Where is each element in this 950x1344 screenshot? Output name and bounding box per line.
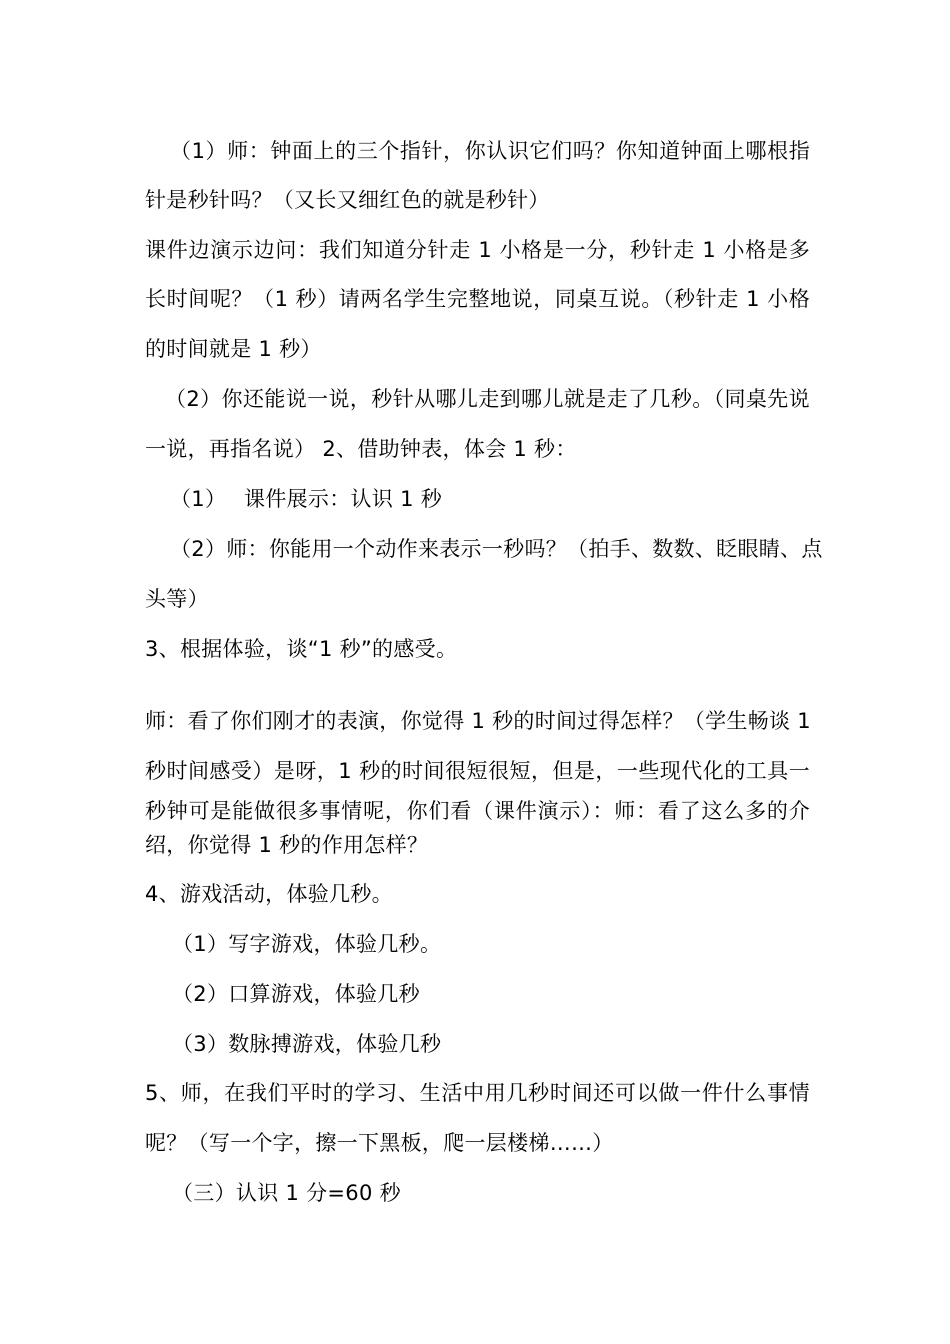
text-line-13: 秒时间感受）是呀，1 秒的时间很短很短，但是，一些现代化的工具一: [145, 759, 810, 783]
text-line-3: 课件边演示边问：我们知道分针走 1 小格是一分，秒针走 1 小格是多: [145, 238, 810, 262]
text-line-22: （三）认识 1 分=60 秒: [172, 1181, 401, 1205]
text-line-8: （1） 课件展示：认识 1 秒: [170, 487, 443, 511]
text-line-2: 针是秒针吗？（又长又细红色的就是秒针）: [145, 188, 550, 212]
text-line-16: 4、游戏活动，体验几秒。: [145, 882, 393, 906]
text-line-11: 3、根据体验，谈“1 秒”的感受。: [145, 637, 458, 661]
text-line-17: （1）写字游戏，体验几秒。: [172, 932, 442, 956]
text-line-18: （2）口算游戏，体验几秒: [172, 982, 420, 1006]
text-line-19: （3）数脉搏游戏，体验几秒: [172, 1032, 442, 1056]
text-line-20: 5、师，在我们平时的学习、生活中用几秒时间还可以做一件什么事情: [145, 1081, 810, 1105]
text-line-15: 绍，你觉得 1 秒的作用怎样？: [145, 833, 429, 857]
text-line-1: （1）师：钟面上的三个指针，你认识它们吗？你知道钟面上哪根指: [170, 139, 810, 163]
text-line-9: （2）师：你能用一个动作来表示一秒吗？（拍手、数数、眨眼睛、点: [170, 537, 823, 561]
text-line-6: （2）你还能说一说，秒针从哪儿走到哪儿就是走了几秒。（同桌先说: [165, 387, 810, 411]
text-line-7: 一说，再指名说） 2、借助钟表，体会 1 秒：: [145, 437, 577, 461]
text-line-14: 秒钟可是能做很多事情呢，你们看（课件演示）：师：看了这么多的介: [145, 799, 810, 823]
text-line-5: 的时间就是 1 秒）: [145, 337, 322, 361]
text-line-4: 长时间呢？（1 秒）请两名学生完整地说，同桌互说。（秒针走 1 小格: [145, 287, 810, 311]
text-line-10: 头等）: [145, 587, 209, 611]
text-line-21: 呢？（写一个字，擦一下黑板，爬一层楼梯……）: [145, 1131, 614, 1155]
text-line-12: 师：看了你们刚才的表演，你觉得 1 秒的时间过得怎样？（学生畅谈 1: [145, 709, 811, 733]
